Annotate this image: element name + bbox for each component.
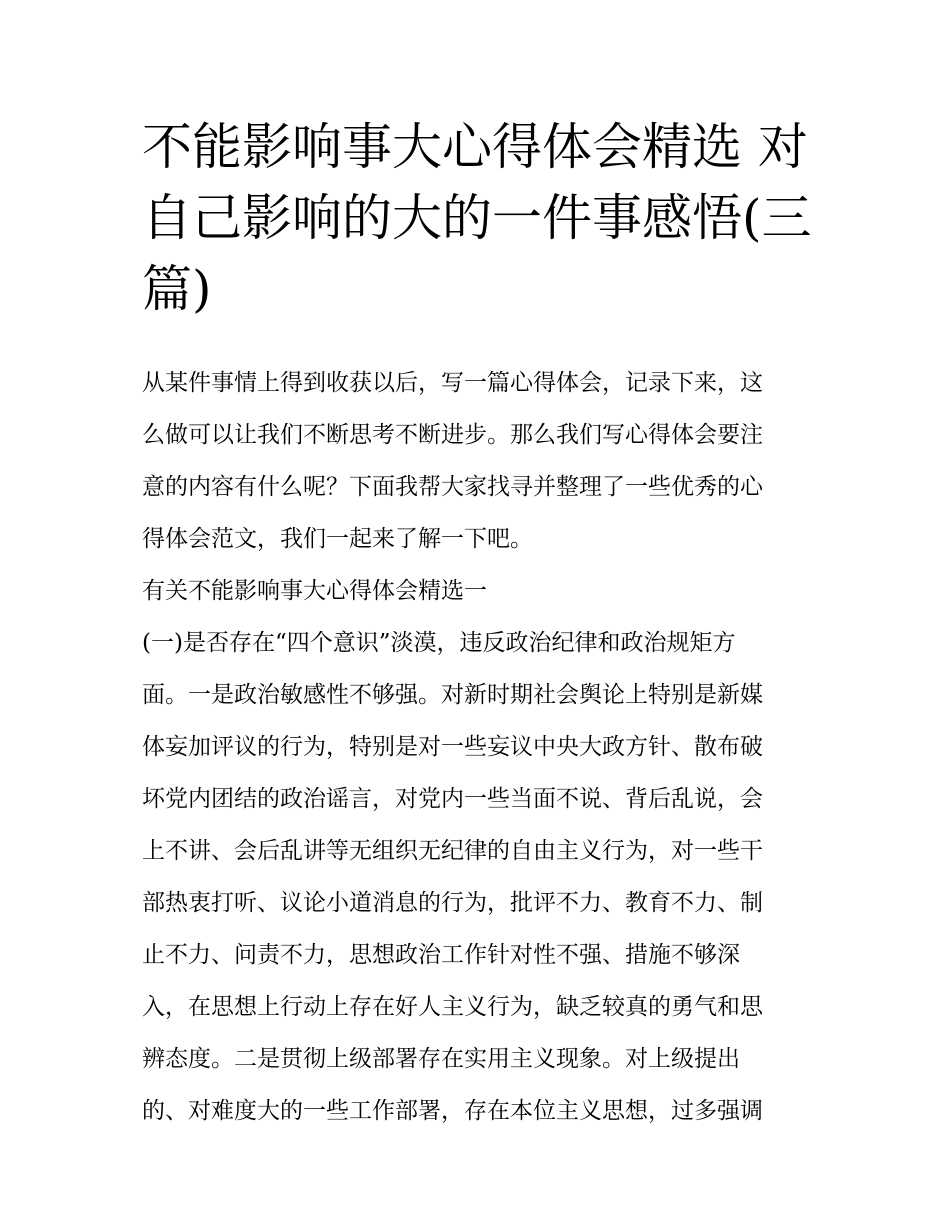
- paragraph-line: 部热衷打听、议论小道消息的行为，批评不力、教育不力、制: [142, 890, 763, 916]
- intro-line: 意的内容有什么呢？下面我帮大家找寻并整理了一些优秀的心: [142, 474, 763, 500]
- document-body: [142, 357, 822, 1137]
- paragraph-line: (一)是否存在“四个意识”淡漠，违反政治纪律和政治规矩方: [142, 630, 736, 656]
- paragraph-line: 的、对难度大的一些工作部署，存在本位主义思想，过多强调: [142, 1098, 763, 1124]
- document-title: [142, 112, 822, 325]
- paragraph-line: 上不讲、会后乱讲等无组织无纪律的自由主义行为，对一些干: [142, 838, 763, 864]
- intro-line: 么做可以让我们不断思考不断进步。那么我们写心得体会要注: [142, 422, 763, 448]
- paragraph-line: 坏党内团结的政治谣言，对党内一些当面不说、背后乱说，会: [142, 786, 763, 812]
- title-line: 自己影响的大的一件事感悟(三: [142, 189, 812, 247]
- paragraph-line: 面。一是政治敏感性不够强。对新时期社会舆论上特别是新媒: [142, 682, 763, 708]
- title-line: 不能影响事大心得体会精选 对: [142, 118, 808, 176]
- paragraph-line: 辨态度。二是贯彻上级部署存在实用主义现象。对上级提出: [142, 1046, 740, 1072]
- intro-line: 得体会范文，我们一起来了解一下吧。: [142, 526, 533, 552]
- paragraph-line: 入，在思想上行动上存在好人主义行为，缺乏较真的勇气和思: [142, 994, 763, 1020]
- section-heading: 有关不能影响事大心得体会精选一: [142, 578, 487, 604]
- title-line: 篇): [142, 260, 212, 318]
- intro-line: 从某件事情上得到收获以后，写一篇心得体会，记录下来，这: [142, 370, 763, 396]
- paragraph-line: 止不力、问责不力，思想政治工作针对性不强、措施不够深: [142, 942, 740, 968]
- paragraph-line: 体妄加评议的行为，特别是对一些妄议中央大政方针、散布破: [142, 734, 763, 760]
